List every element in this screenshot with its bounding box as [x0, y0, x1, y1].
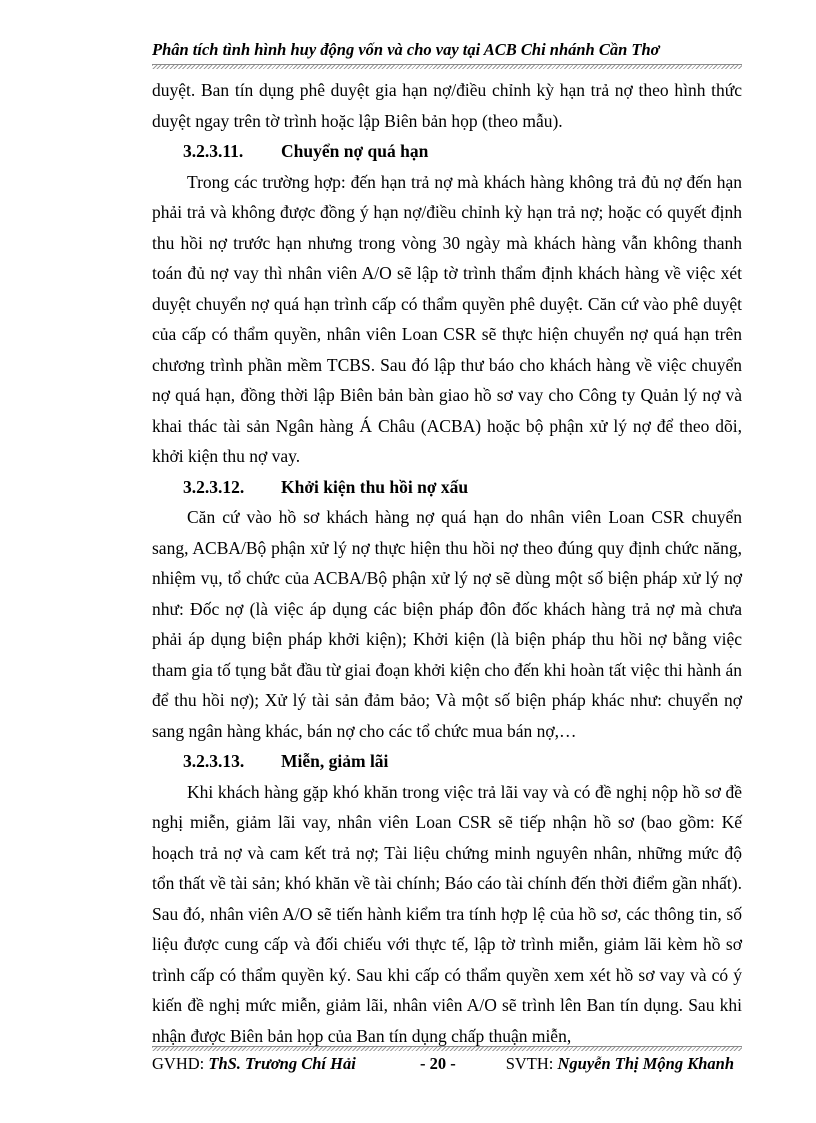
running-header-title: Phân tích tình hình huy động vốn và cho vay tại ACB Chi nhánh Cần Thơ — [152, 40, 660, 59]
paragraph-continuation: duyệt. Ban tín dụng phê duyệt gia hạn nợ/điều chỉnh kỳ hạn trả nợ theo hình thức duyệt ngay trên tờ trình hoặc lập Biên bản họp (theo mẫu). — [152, 80, 742, 131]
page-number: - 20 - — [420, 1054, 456, 1073]
student-label: SVTH: — [505, 1054, 558, 1073]
section-heading-3-2-3-11 — [152, 136, 742, 167]
student-name: Nguyễn Thị Mộng Khanh — [557, 1054, 734, 1073]
supervisor-name: ThS. Trương Chí Hải — [208, 1054, 356, 1073]
page-body — [152, 75, 742, 1051]
footer-rule — [152, 1046, 742, 1051]
supervisor-label: GVHD: — [152, 1054, 209, 1073]
section-heading-3-2-3-12 — [152, 472, 742, 503]
section-number: 3.2.3.13. — [183, 751, 245, 771]
section-heading-3-2-3-13 — [152, 746, 742, 777]
section-title: Chuyển nợ quá hạn — [281, 141, 429, 161]
header-rule — [152, 64, 742, 69]
section-number: 3.2.3.12. — [183, 476, 245, 497]
page-footer — [152, 1054, 742, 1078]
section-number: 3.2.3.11. — [183, 141, 244, 161]
footer-student — [506, 1054, 734, 1074]
paragraph-khoi-kien: Căn cứ vào hồ sơ khách hàng nợ quá hạn do nhân viên Loan CSR chuyển sang, ACBA/Bộ phận xử lý nợ thực hiện thu hồi nợ theo đúng quy định chức năng, nhiệm vụ, tổ chức của ACBA/Bộ phận xử lý nợ sẽ dùng một số biện pháp xử lý nợ như: Đốc nợ (là việc áp dụng các biện pháp đôn đốc khách hàng trả nợ mà chưa phải áp dụng biện pháp khởi kiện); Khởi kiện (là biện pháp thu hồi nợ bằng việc tham gia tố tụng bắt đầu từ giai đoạn khởi kiện cho đến khi hoàn tất việc thi hành án để thu hồi nợ); Xử lý tài sản đảm bảo; Và một số biện pháp khác như: chuyển nợ sang ngân hàng khác, bán nợ cho các tổ chức mua bán nợ,… — [152, 507, 742, 741]
paragraph-mien-giam-lai: Khi khách hàng gặp khó khăn trong việc trả lãi vay và có đề nghị nộp hồ sơ đề nghị miễn, giảm lãi vay, nhân viên Loan CSR sẽ tiếp nhận hồ sơ (bao gồm: Kế hoạch trả nợ và cam kết trả nợ; Tài liệu chứng minh nguyên nhân, những mức độ tổn thất về tài sản; khó khăn về tài chính; Báo cáo tài chính đến thời điểm gần nhất). Sau đó, nhân viên A/O sẽ tiến hành kiểm tra tính hợp lệ của hồ sơ, các thông tin, số liệu được cung cấp và đối chiếu với thực tế, lập tờ trình miễn, giảm lãi kèm hồ sơ trình cấp có thẩm quyền ký. Sau khi cấp có thẩm quyền xem xét hồ sơ vay và có ý kiến đề nghị mức miễn, giảm lãi, nhân viên A/O sẽ trình lên Ban tín dụng. Sau khi nhận được Biên bản họp của Ban tín dụng chấp thuận miễn, — [152, 781, 743, 1046]
section-title: Miễn, giảm lãi — [281, 751, 389, 771]
footer-supervisor — [152, 1054, 356, 1074]
paragraph-chuyen-no-qua-han: Trong các trường hợp: đến hạn trả nợ mà khách hàng không trả đủ nợ đến hạn phải trả và không được đồng ý hạn nợ/điều chỉnh kỳ hạn trả nợ; hoặc có quyết định thu hồi nợ trước hạn nhưng trong vòng 30 ngày mà khách hàng vẫn không thanh toán đủ nợ vay thì nhân viên A/O sẽ lập tờ trình thẩm định khách hàng về việc xét duyệt chuyển nợ quá hạn trình cấp có thẩm quyền phê duyệt. Căn cứ vào phê duyệt của cấp có thẩm quyền, nhân viên Loan CSR sẽ thực hiện chuyển nợ quá hạn trên chương trình phần mềm TCBS. Sau đó lập thư báo cho khách hàng về việc chuyển nợ quá hạn, đồng thời lập Biên bản bàn giao hồ sơ vay cho Công ty Quản lý nợ và khai thác tài sản Ngân hàng Á Châu (ACBA) hoặc bộ phận xử lý nợ để theo dõi, khởi kiện thu nợ vay. — [152, 171, 742, 466]
section-title: Khởi kiện thu hồi nợ xấu — [281, 476, 469, 497]
